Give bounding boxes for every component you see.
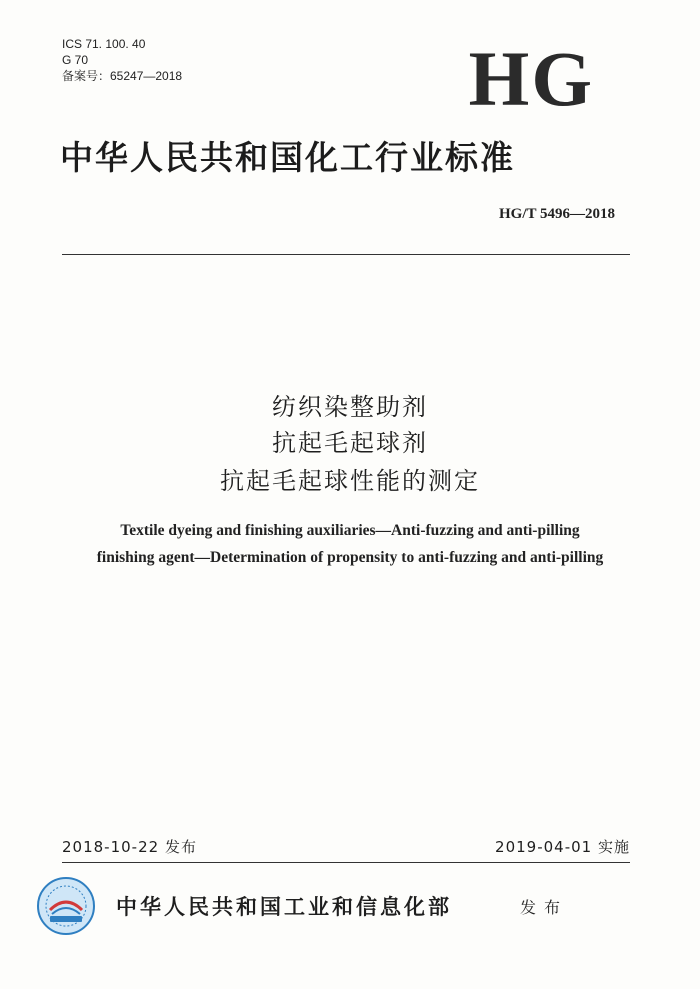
title-en-line2: finishing agent—Determination of propensity to anti-fuzzing and anti-pilling (96, 549, 604, 566)
bottom-divider (62, 862, 630, 863)
title-cn-line1: 纺织染整助剂 (272, 393, 428, 421)
title-cn-line3: 抗起毛起球性能的测定 (220, 467, 480, 495)
certification-seal-icon (36, 876, 96, 936)
title-en-line1: Textile dyeing and finishing auxiliaries—Anti-fuzzing and anti-pilling (120, 522, 580, 539)
publish-label: 发布 (520, 898, 569, 917)
hg-logo: HG (468, 35, 594, 122)
record-number: 备案号：65247—2018 (62, 69, 183, 83)
ics-code: ICS 71. 100. 40 (62, 37, 146, 51)
ccs-code: G 70 (62, 53, 89, 67)
top-divider (62, 254, 630, 255)
title-cn-line2: 抗起毛起球剂 (272, 429, 428, 457)
implementation-date: 2019-04-01 实施 (495, 838, 630, 856)
standard-title: 中华人民共和国化工行业标准 (60, 138, 515, 177)
standard-number: HG/T 5496—2018 (499, 206, 615, 222)
issuing-authority: 中华人民共和国工业和信息化部 (116, 895, 452, 919)
classification-codes (62, 36, 182, 84)
issue-date: 2018-10-22 发布 (62, 838, 197, 856)
